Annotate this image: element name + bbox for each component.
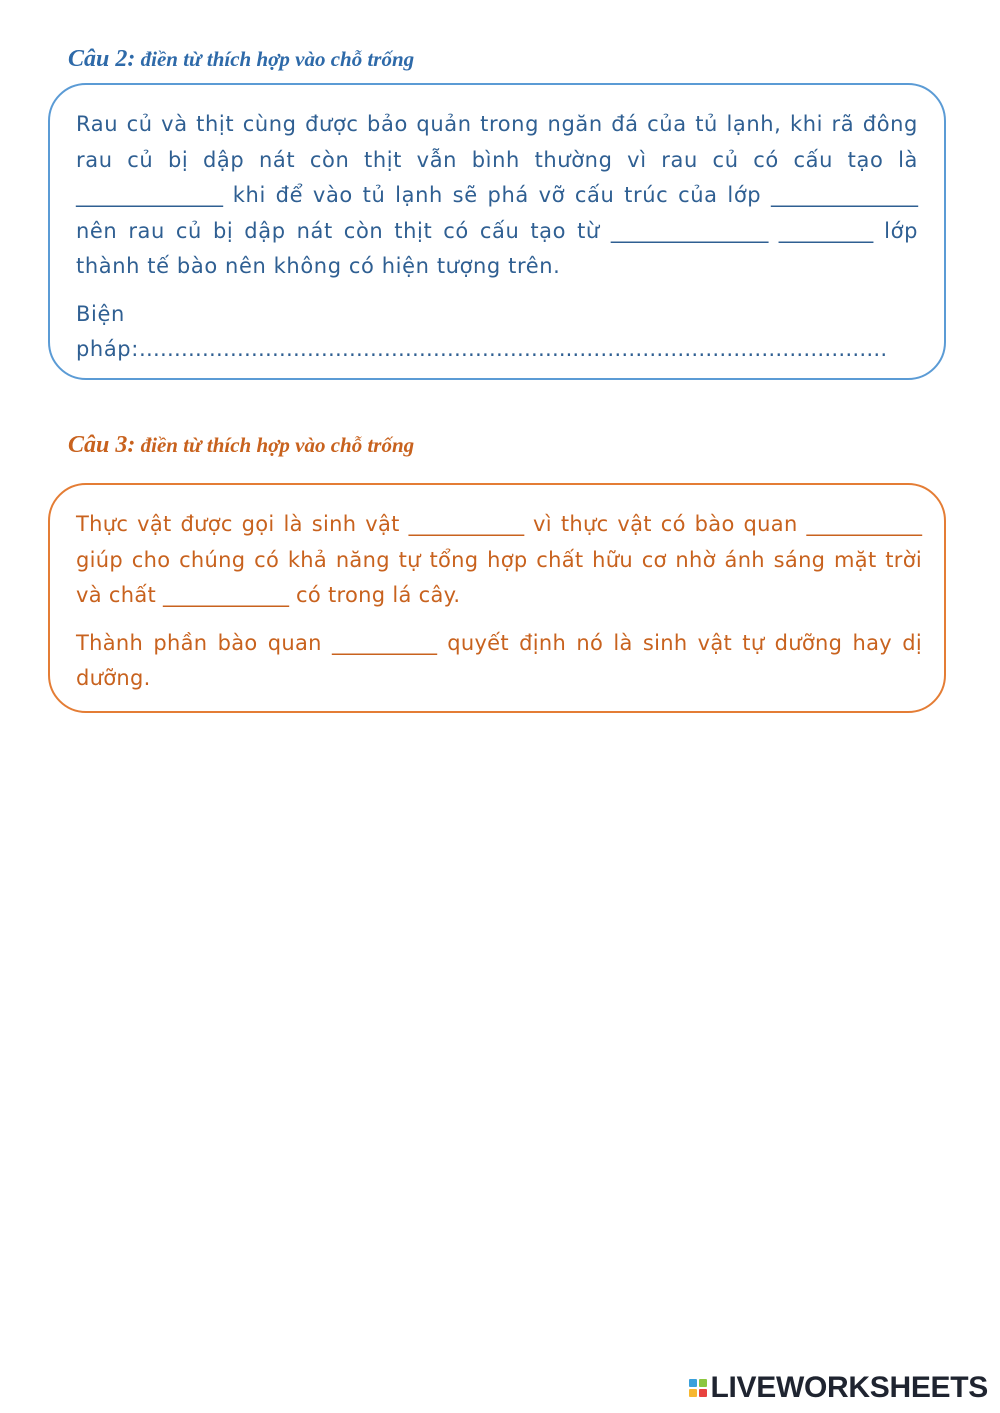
logo-square-2: [699, 1379, 707, 1387]
q3-text-1: Thực vật được gọi là sinh vật: [76, 512, 409, 536]
q2-text-3: nên rau củ bị dập nát còn thịt có cấu tạo từ: [76, 218, 611, 243]
question-2-paragraph: [76, 107, 918, 285]
q3-text-3: giúp cho chúng có khả năng tự tổng hợp chất hữu cơ nhờ ánh sáng mặt trời và chất: [76, 547, 922, 607]
question-2-label: Câu 2:: [68, 46, 136, 72]
logo-square-1: [689, 1379, 697, 1387]
q2-measure-blank[interactable]: ……………………………………………………..………………………………………: [138, 337, 888, 361]
q3-blank-1[interactable]: ___________: [408, 512, 525, 536]
question-2-measure: [76, 297, 918, 368]
q3-blank-4[interactable]: __________: [331, 630, 437, 655]
question-2-card: [48, 83, 946, 380]
q3-text-4: có trong lá cây.: [289, 583, 461, 607]
logo-square-3: [689, 1389, 697, 1397]
question-2-instruction: điền từ thích hợp vào chỗ trống: [135, 47, 415, 71]
q2-measure-label: Biện pháp:: [76, 301, 139, 361]
liveworksheets-logo: [689, 1371, 989, 1405]
q3-blank-3[interactable]: ____________: [163, 583, 290, 607]
q3-text-6: quyết định nó là sinh vật tự dưỡng hay dị dưỡng.: [76, 630, 922, 690]
q2-blank-3[interactable]: _______________ _________: [610, 218, 874, 243]
q2-text-2: khi để vào tủ lạnh sẽ phá vỡ cấu trúc của lớp: [223, 183, 771, 207]
q3-blank-2[interactable]: ___________: [806, 512, 922, 536]
question-3-paragraph-2: [76, 626, 922, 697]
q2-blank-1[interactable]: ______________: [76, 183, 223, 207]
question-3-paragraph-1: [76, 507, 922, 614]
logo-square-4: [699, 1389, 707, 1397]
question-3-heading: [68, 432, 414, 459]
q2-text-1: Rau củ và thịt cùng được bảo quản trong ngăn đá của tủ lạnh, khi rã đông rau củ bị dập nát còn thịt vẫn bình thường vì rau củ có cấu tạo là: [76, 112, 918, 172]
q3-text-5: Thành phần bào quan: [76, 630, 332, 655]
q2-text-4: lớp thành tế bào nên không có hiện tượng trên.: [76, 218, 918, 278]
question-3-instruction: điền từ thích hợp vào chỗ trống: [135, 433, 415, 457]
question-2-heading: [68, 46, 414, 73]
question-3-card: [48, 483, 946, 713]
q2-blank-2[interactable]: ______________: [771, 183, 918, 207]
q3-text-2: vì thực vật có bào quan: [524, 512, 807, 536]
liveworksheets-logo-icon: [689, 1379, 707, 1397]
liveworksheets-brand: LIVEWORKSHEETS: [710, 1371, 988, 1404]
question-3-label: Câu 3:: [68, 432, 136, 458]
